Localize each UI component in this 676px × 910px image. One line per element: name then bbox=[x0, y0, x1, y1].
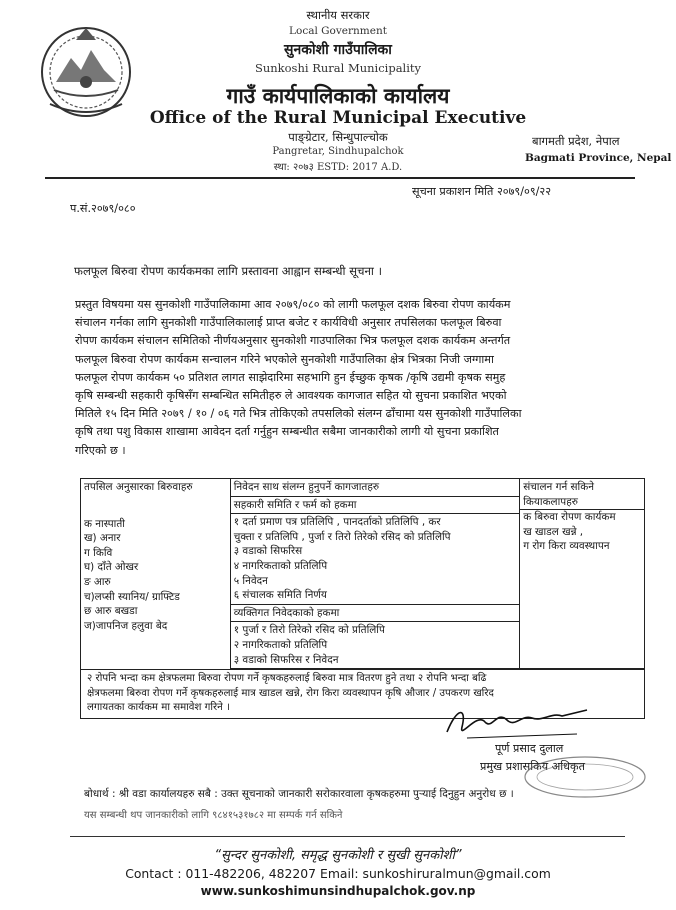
note-line: लगायतका कार्यकम मा समावेश गरिने । bbox=[87, 702, 230, 714]
activity-item: ग रोग किरा व्यवस्थापन bbox=[523, 540, 610, 553]
place-english: Pangretar, Sindhupalchok bbox=[272, 146, 404, 157]
note-line: २ रोपनि भन्दा कम क्षेत्रफलमा बिरुवा रोपण गर्ने कृषकहरुलाई बिरुवा मात्र वितरण हुने तथा २ रोपनि भन्दा बढि bbox=[87, 673, 487, 685]
body-line: कृषि सम्बन्धी सहकारी कृषिसँग सम्बन्धित समितीहरु ले आवश्यक कागजात सहित यो सुचना प्रकाशित भएको bbox=[75, 389, 507, 403]
footer-divider bbox=[70, 836, 625, 837]
body-line: गरिएको छ । bbox=[75, 443, 126, 457]
plant-item: ख) अनार bbox=[84, 532, 121, 545]
activities-header-line2: कियाकलापहरु bbox=[520, 495, 644, 511]
activity-item: ख खाडल खन्ने , bbox=[523, 525, 584, 538]
body-line: रोपण कार्यकम संचालन समितिको नीर्णयअनुसार सुनकोशी गाउपालिका भित्र फलफूल दशक कार्यकम अन्तर्गत bbox=[75, 334, 511, 348]
footer-contact: Contact : 011-482206, 482207 Email: sunkoshiruralmun@gmail.com bbox=[125, 866, 551, 881]
signature-icon bbox=[437, 702, 597, 744]
plant-item: घ) दाँते ओखर bbox=[84, 561, 139, 574]
group1-item: ३ वडाको सिफरिस bbox=[233, 545, 303, 558]
cc-contact-line: यस सम्बन्धी थप जानकारीको लागि ९८४१५३१७८२ मा सम्पर्क गर्न सकिने bbox=[84, 810, 343, 821]
municipality-nepali: सुनकोशी गाउँपालिका bbox=[284, 42, 392, 58]
group2-item: ३ वडाको सिफरिस र निवेदन bbox=[233, 653, 339, 666]
plants-column bbox=[81, 479, 231, 670]
documents-header: निवेदन साथ संलग्न हुनुपर्ने कागजातहरु bbox=[231, 479, 519, 497]
body-line: कृषि तथा पशु विकास शाखामा आवेदन दर्ता गर्नुहुन सम्बन्धीत सबैमा जानकारीको लागी यो सुचना प्रकाशित bbox=[75, 425, 499, 439]
plant-item: च)लप्सी स्यानिय/ ग्राफ्टिड bbox=[84, 590, 180, 603]
group1-item: ५ निवेदन bbox=[233, 574, 268, 587]
group2-item: १ पुर्जा र तिरो तिरेको रसिद को प्रतिलिपि bbox=[233, 624, 385, 637]
signatory-name: पूर्ण प्रसाद दुलाल bbox=[495, 742, 564, 755]
plant-item: ङ आरु bbox=[84, 575, 111, 588]
established-date: स्था: २०७३ ESTD: 2017 A.D. bbox=[273, 162, 403, 173]
plant-item: क नास्पाती bbox=[84, 517, 125, 530]
footer-slogan: “सुन्दर सुनकोशी, समृद्ध सुनकोशी र सुखी सुनकोशी” bbox=[214, 848, 462, 863]
cc-line: बोधार्थ : श्री वडा कार्यालयहरु सबै : उक्त सूचनाको जानकारी सरोकारवाला कृषकहरुमा पुऱ्याई दिनुहुन अनुरोध छ । bbox=[84, 788, 514, 800]
requirements-table bbox=[80, 478, 645, 719]
office-english: Office of the Rural Municipal Executive bbox=[149, 108, 527, 128]
plant-item: ज)जापनिज हलुवा बेद bbox=[84, 619, 168, 632]
activity-item: क बिरुवा रोपण कार्यकम bbox=[523, 511, 616, 524]
documents-column bbox=[230, 479, 519, 669]
gov-english: Local Government bbox=[289, 25, 387, 37]
signatory-title: प्रमुख प्रशासकिय अधिकृत bbox=[480, 760, 586, 773]
group1-title: सहकारी समिति र फर्म को हकमा bbox=[231, 497, 519, 515]
gov-nepali: स्थानीय सरकार bbox=[306, 8, 370, 22]
group2-item: २ नागरिकताको प्रतिलिपि bbox=[233, 638, 328, 651]
note-line: क्षेत्रफलमा बिरुवा रोपण गर्ने कृषकहरुलाई मात्र खाडल खन्ने, रोग किरा व्यवस्थापन कृषि औजार / उपकरण खरिद bbox=[87, 687, 494, 699]
group1-item: १ दर्ता प्रमाण पत्र प्रतिलिपि , पानदर्ताको प्रतिलिपि , कर bbox=[233, 516, 441, 529]
reference-number: प.सं.२०७९/०८० bbox=[70, 202, 136, 215]
body-line: फलफूल रोपण कार्यकम ५० प्रतिशत लागत साझेदारिमा सहभागि हुन ईच्छुक कृषक /कृषि उद्यमी कृषक समुह bbox=[75, 370, 506, 384]
office-stamp-icon bbox=[520, 754, 650, 800]
footer-website: www.sunkoshimunsindhupalchok.gov.np bbox=[200, 884, 476, 898]
body-line: प्रस्तुत विषयमा यस सुनकोशी गाउँपालिकामा आव २०७९/०८० को लागी फलफूल दशक बिरुवा रोपण कार्यकम bbox=[75, 298, 511, 311]
plant-item: ग किवि bbox=[84, 546, 113, 559]
municipality-english: Sunkoshi Rural Municipality bbox=[254, 61, 422, 75]
province-nepali: बागमती प्रदेश, नेपाल bbox=[532, 134, 620, 148]
plant-item: छ आरु बखडा bbox=[84, 605, 138, 618]
letter-body bbox=[75, 296, 650, 460]
group2-title: व्यक्तिगत निवेदकाको हकमा bbox=[231, 604, 519, 623]
body-line: मितिले १५ दिन मिति २०७९ / १० / ०६ गते भित्र तोकिएको तपसलिको संलग्न ढाँचामा यस सुनकोशी गाउँपालिका bbox=[75, 407, 522, 421]
body-line: संचालन गर्नका लागि सुनकोशी गाउँपालिकालाई प्राप्त बजेट र कार्यविधी अनुसार तपसिलका फलफूल बिरुवा bbox=[75, 316, 502, 330]
activities-column bbox=[520, 479, 645, 669]
group1-item: चुक्ता र प्रतिलिपि , पुर्जा र तिरो तिरेको रसिद को प्रतिलिपि bbox=[233, 530, 451, 543]
province-english: Bagmati Province, Nepal bbox=[525, 152, 672, 164]
activities-header-line1: संचालन गर्न सकिने bbox=[523, 481, 594, 493]
office-nepali: गाउँ कार्यपालिकाको कार्यालय bbox=[226, 84, 450, 108]
plants-header: तपसिल अनुसारका बिरुवाहरु bbox=[84, 481, 193, 493]
publish-date: सूचना प्रकाशन मिति २०७९/०९/२२ bbox=[412, 185, 552, 198]
place-nepali: पाङ्ग्रेटार, सिन्धुपाल्चोक bbox=[288, 130, 388, 144]
header-divider bbox=[45, 177, 635, 179]
letter-subject: फलफूल बिरुवा रोपण कार्यकमका लागि प्रस्तावना आह्वान सम्बन्धी सूचना । bbox=[74, 264, 382, 278]
body-line: फलफूल बिरुवा रोपण कार्यकम सन्चालन गरिने भएकोले सुनकोशी गाउँपालिका क्षेत्र भित्रका निजी जग्गामा bbox=[75, 352, 494, 366]
group1-item: ६ संचालक समिति निर्णय bbox=[233, 589, 327, 602]
group1-item: ४ नागरिकताको प्रतिलिपि bbox=[233, 559, 328, 572]
